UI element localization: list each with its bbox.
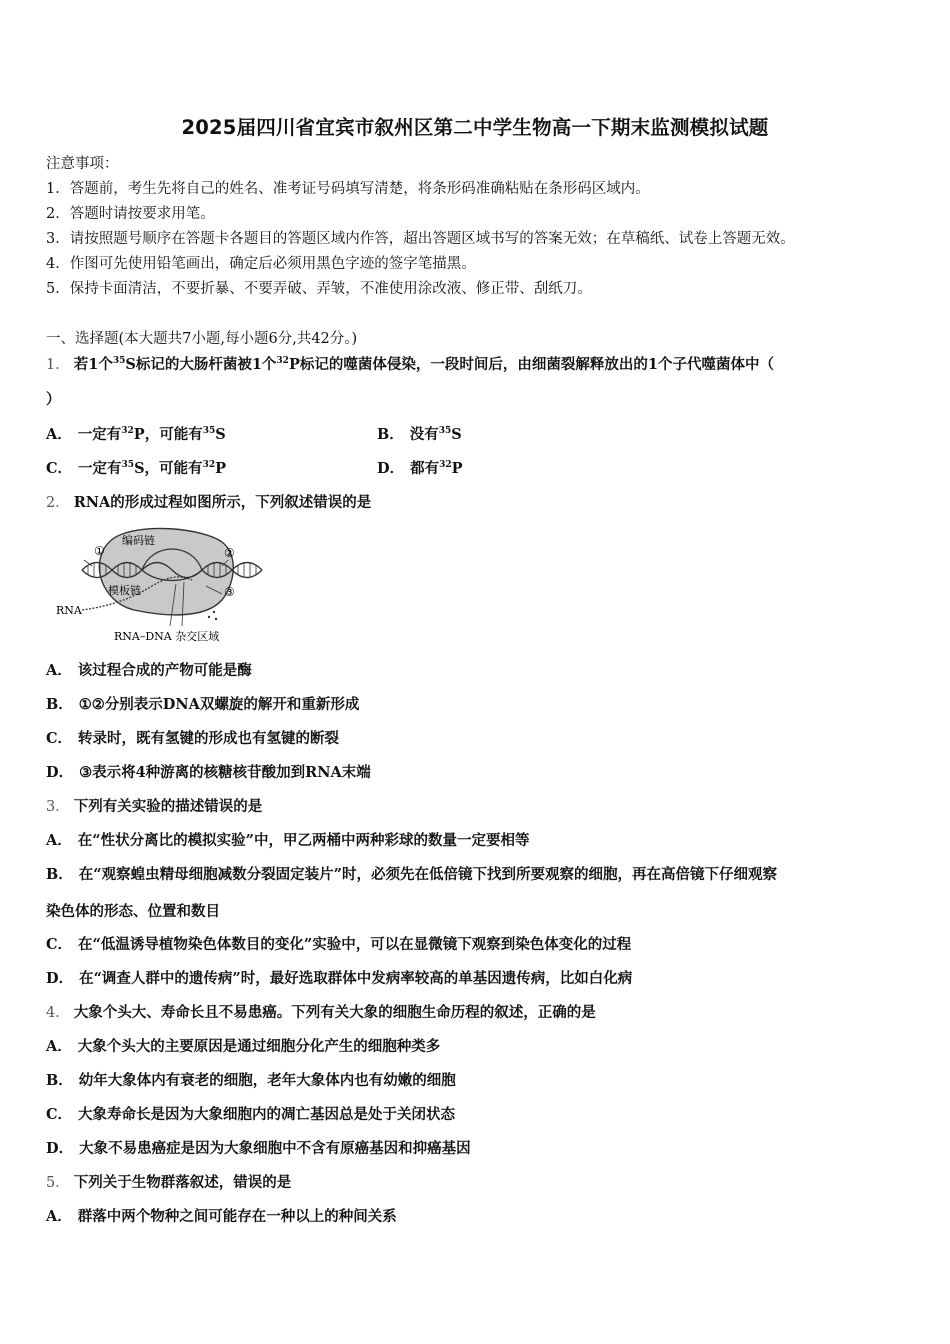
- section-heading: 一、选择题(本大题共7小题,每小题6分,共42分。): [46, 331, 358, 347]
- option-c: C． 一定有$^{35}$S，可能有$^{32}$P: [46, 460, 226, 477]
- option-b-continuation: 染色体的形态、位置和数目: [46, 903, 220, 920]
- option-b: B． 没有$^{35}$S: [377, 426, 462, 443]
- marker-2: ②: [224, 546, 235, 560]
- notice-heading: 注意事项：: [46, 156, 119, 172]
- option-c: C． 大象寿命长是因为大象细胞内的凋亡基因总是处于关闭状态: [46, 1106, 456, 1123]
- option-c: C． 在“低温诱导植物染色体数目的变化”实验中，可以在显微镜下观察到染色体变化的过程: [46, 936, 632, 953]
- notice-item: 2．答题时请按要求用笔。: [46, 206, 215, 222]
- option-d: D． 都有$^{32}$P: [377, 460, 463, 477]
- notice-item: 1．答题前，考生先将自己的姓名、准考证号码填写清楚，将条形码准确粘贴在条形码区域内。: [46, 181, 650, 197]
- coding-strand-label: 编码链: [122, 534, 155, 547]
- option-a: A． 在“性状分离比的模拟实验”中，甲乙两桶中两种彩球的数量一定要相等: [46, 832, 530, 849]
- question-5: 5． 下列关于生物群落叙述，错误的是: [46, 1174, 292, 1191]
- question-3: 3． 下列有关实验的描述错误的是: [46, 798, 263, 815]
- question-2: 2． RNA的形成过程如图所示，下列叙述错误的是: [46, 494, 372, 511]
- question-number: 4．: [46, 1005, 70, 1021]
- option-b: B． 幼年大象体内有衰老的细胞，老年大象体内也有幼嫩的细胞: [46, 1072, 456, 1089]
- rna-label: RNA: [56, 604, 82, 617]
- notice-item: 3．请按照题号顺序在答题卡各题目的答题区域内作答，超出答题区域书写的答案无效；在草稿纸、试卷上答题无效。: [46, 231, 795, 247]
- marker-1: ①: [94, 544, 105, 558]
- marker-3: ③: [224, 585, 235, 599]
- option-b: B． 在“观察蝗虫精母细胞减数分裂固定装片”时，必须先在低倍镜下找到所要观察的细胞，再在高倍镜下仔细观察: [46, 866, 777, 883]
- option-a: A． 大象个头大的主要原因是通过细胞分化产生的细胞种类多: [46, 1038, 441, 1055]
- notice-item: 5．保持卡面清洁，不要折暴、不要弄破、弄皱，不准使用涂改液、修正带、刮纸刀。: [46, 281, 592, 297]
- option-d: D． 大象不易患癌症是因为大象细胞中不含有原癌基因和抑癌基因: [46, 1140, 471, 1157]
- option-a: A． 该过程合成的产物可能是酶: [46, 662, 252, 679]
- option-b: B． ①②分别表示DNA双螺旋的解开和重新形成: [46, 696, 360, 713]
- question-1-close: ）: [46, 391, 61, 408]
- option-a: A． 群落中两个物种之间可能存在一种以上的种间关系: [46, 1208, 397, 1225]
- question-number: 3．: [46, 799, 70, 815]
- notice-item: 4．作图可先使用铅笔画出，确定后必须用黑色字迹的签字笔描黑。: [46, 256, 476, 272]
- hybrid-region-label: RNA–DNA 杂交区域: [114, 630, 220, 643]
- rna-transcription-diagram: [52, 520, 292, 648]
- option-d: D． ③表示将4种游离的核糖核苷酸加到RNA末端: [46, 764, 371, 781]
- question-4: 4． 大象个头大、寿命长且不易患癌。下列有关大象的细胞生命历程的叙述，正确的是: [46, 1004, 596, 1021]
- question-number: 2．: [46, 495, 70, 511]
- option-a: A． 一定有$^{32}$P，可能有$^{35}$S: [46, 426, 226, 443]
- page-title: 2025届四川省宜宾市叙州区第二中学生物高一下期末监测模拟试题: [181, 116, 769, 139]
- question-number: 5．: [46, 1175, 70, 1191]
- option-d: D． 在“调查人群中的遗传病”时，最好选取群体中发病率较高的单基因遗传病，比如白化病: [46, 970, 633, 987]
- option-c: C． 转录时，既有氢键的形成也有氢键的断裂: [46, 730, 340, 747]
- question-number: 1．: [46, 357, 70, 373]
- template-strand-label: 模板链: [108, 584, 141, 597]
- question-1: 1． 若1个$^{35}$S标记的大肠杆菌被1个$^{32}$P标记的噬菌体侵染，一段时间后，由细菌裂解释放出的1个子代噬菌体中（: [46, 356, 774, 373]
